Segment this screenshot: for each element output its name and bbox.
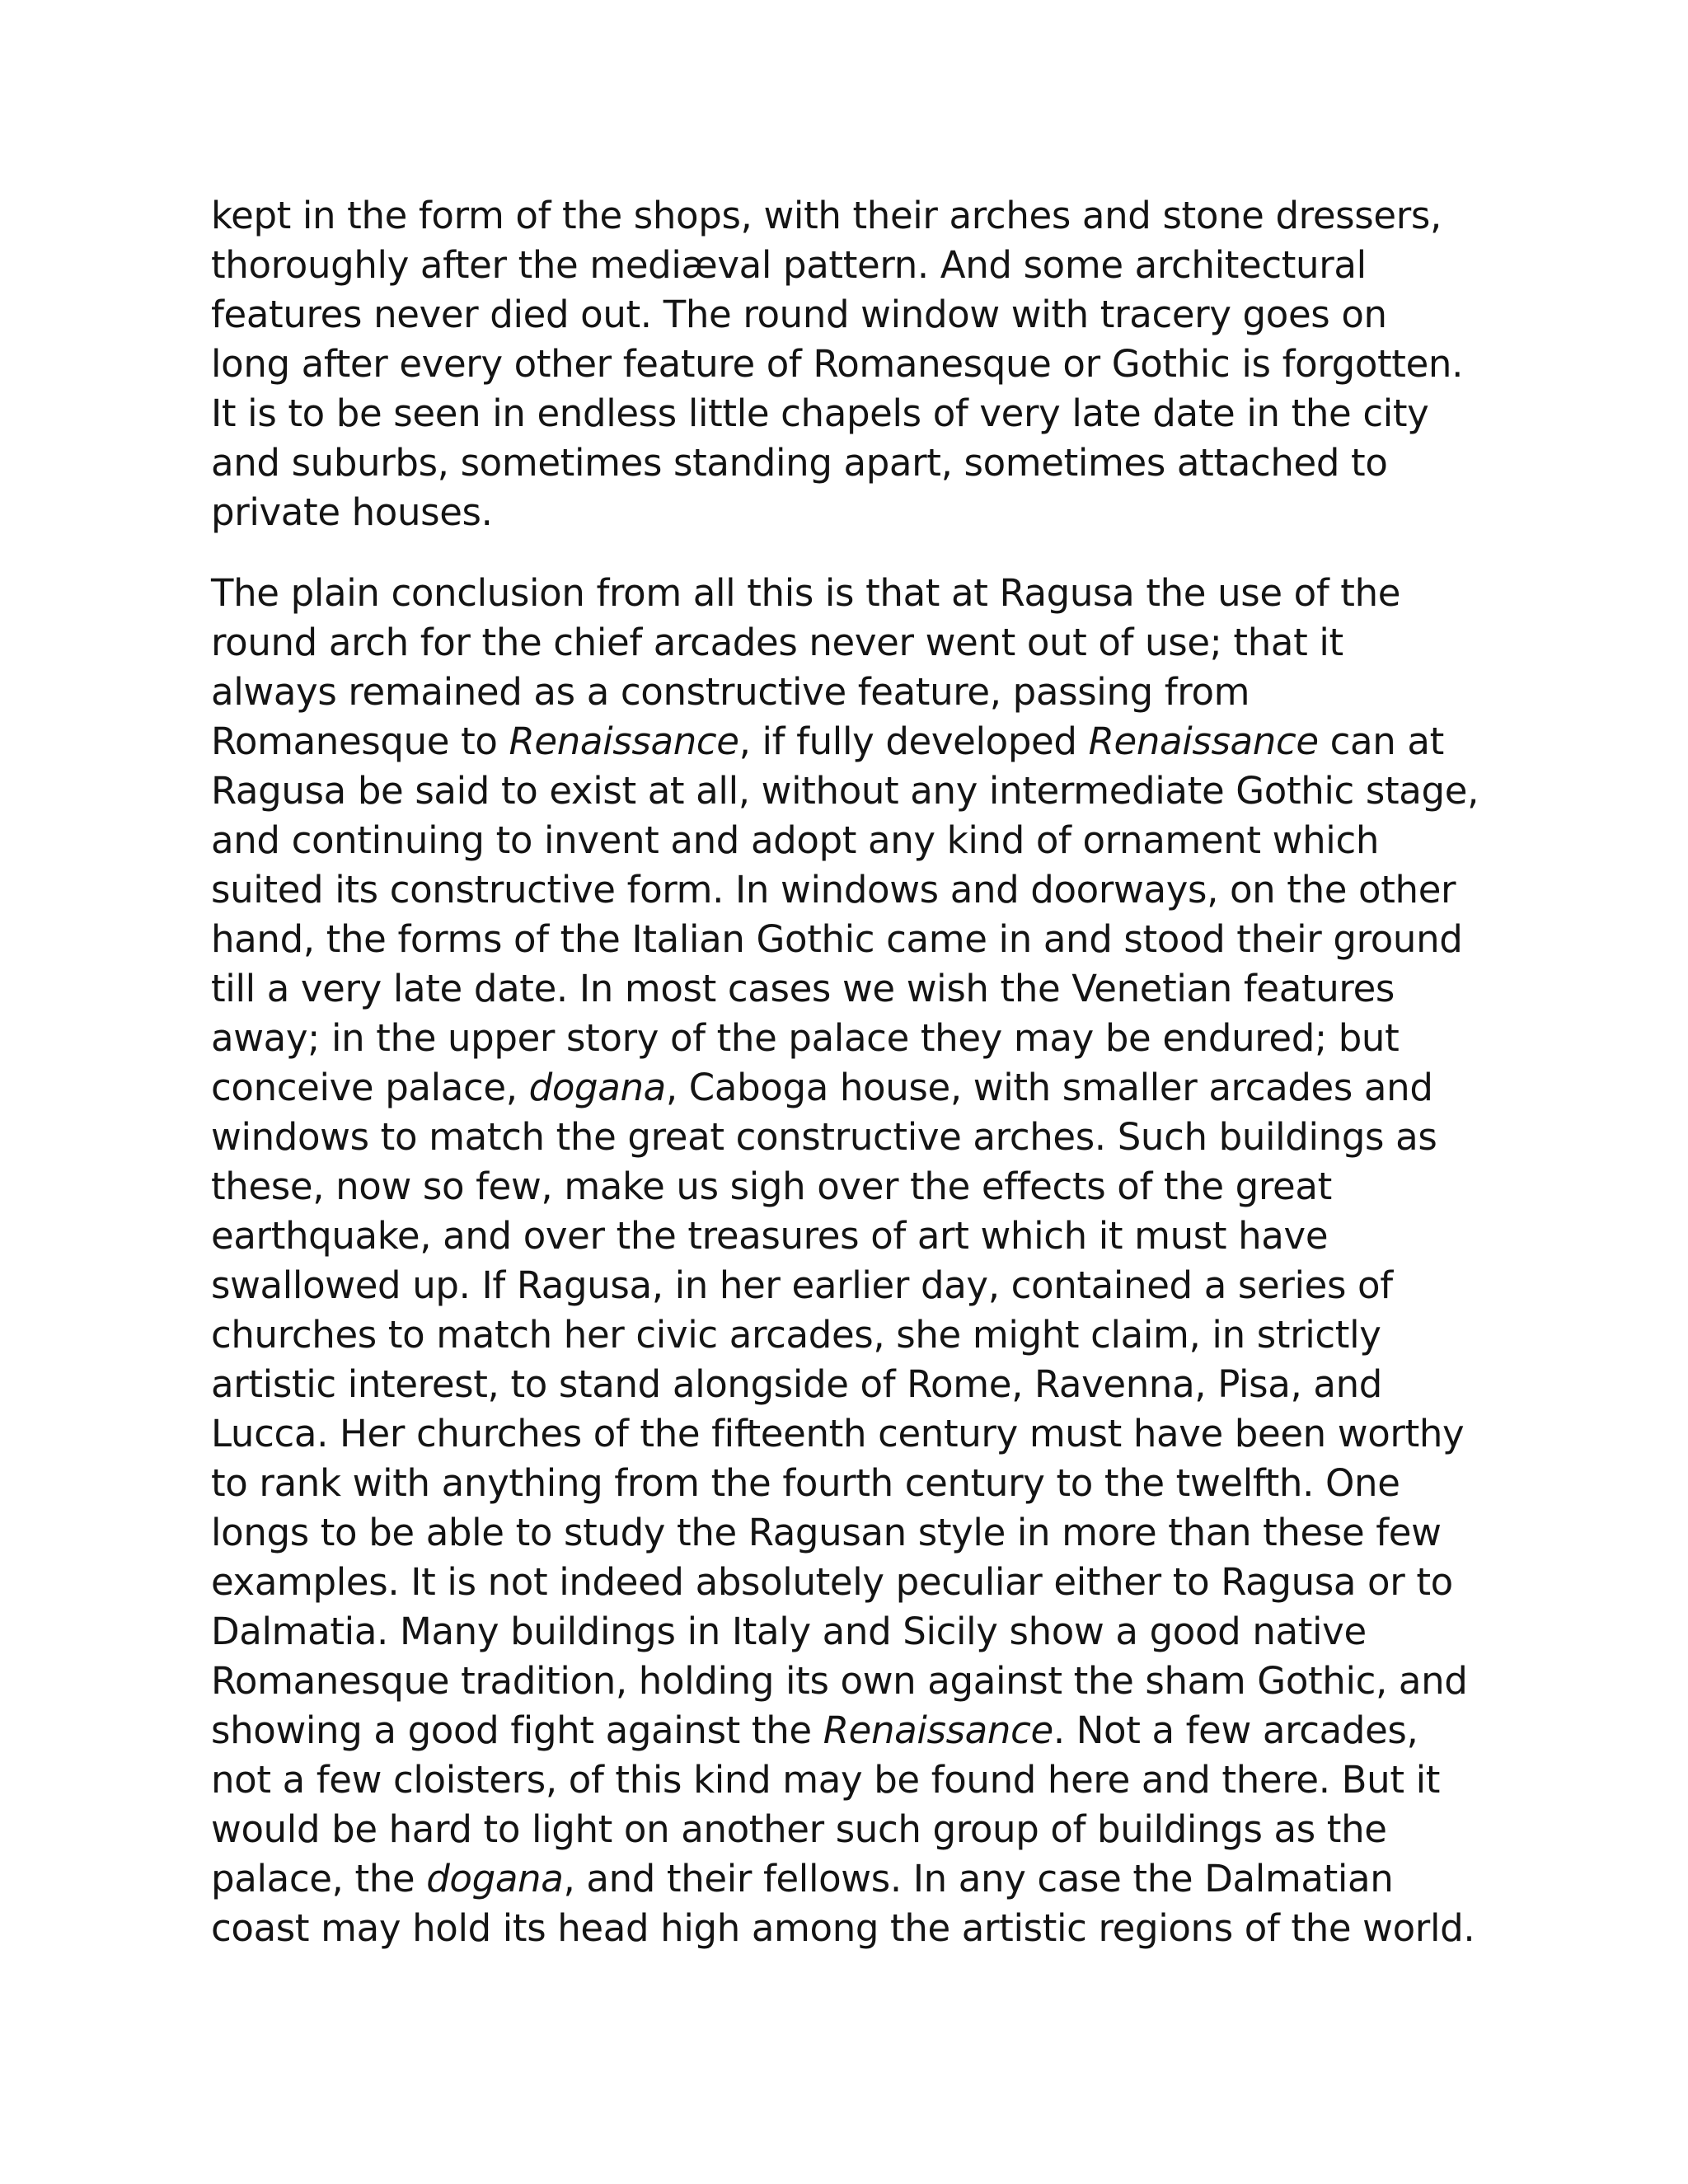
text-line [211,1261,1497,1310]
text-run: features never died out. The round window with tracery goes on [211,293,1387,336]
text-run: showing a good fight against the [211,1708,823,1752]
text-run: suited its constructive form. In windows and doorways, on the other [211,868,1456,912]
text-line [211,1360,1497,1409]
text-run: examples. It is not indeed absolutely peculiar either to Ragusa or to [211,1560,1453,1604]
text-run: long after every other feature of Romanesque or Gothic is forgotten. [211,342,1464,386]
text-run: these, now so few, make us sigh over the effects of the great [211,1165,1332,1208]
text-line [211,1212,1497,1261]
text-line [211,766,1497,816]
text-line [211,1014,1497,1063]
text-line [211,1409,1497,1459]
text-run: thoroughly after the mediæval pattern. And some architectural [211,243,1367,287]
text-line [211,618,1497,668]
text-run: and suburbs, sometimes standing apart, sometimes attached to [211,441,1388,485]
text-line [211,290,1497,340]
text-line [211,241,1497,290]
text-line [211,1805,1497,1854]
text-run: always remained as a constructive feature, passing from [211,670,1250,714]
text-line [211,340,1497,389]
text-line [211,1459,1497,1508]
text-run: Romanesque to [211,719,509,763]
text-run: Romanesque tradition, holding its own against the sham Gothic, and [211,1659,1468,1703]
text-line [211,1755,1497,1805]
text-line [211,389,1497,438]
text-line [211,717,1497,766]
text-run: Lucca. Her churches of the fifteenth century must have been worthy [211,1412,1465,1455]
text-line [211,915,1497,964]
text-run: , Caboga house, with smaller arcades and [665,1066,1433,1109]
text-line [211,1162,1497,1212]
text-run: Dalmatia. Many buildings in Italy and Sicily show a good native [211,1610,1367,1653]
text-run: kept in the form of the shops, with their arches and stone dressers, [211,194,1442,237]
text-run: would be hard to light on another such group of buildings as the [211,1807,1387,1851]
text-line [211,569,1497,618]
text-run: It is to be seen in endless little chapels of very late date in the city [211,391,1429,435]
text-run: , if fully developed [738,719,1089,763]
text-line [211,1508,1497,1558]
paragraph [211,569,1497,1953]
text-line [211,1310,1497,1360]
text-run: and continuing to invent and adopt any kind of ornament which [211,818,1380,862]
text-line [211,865,1497,915]
text-run: , and their fellows. In any case the Dalmatian [563,1857,1394,1900]
text-line [211,438,1497,488]
text-run: coast may hold its head high among the artistic regions of the world. [211,1906,1475,1950]
body-text [211,191,1497,1953]
text-run: to rank with anything from the fourth century to the twelfth. One [211,1461,1400,1505]
text-line [211,816,1497,865]
text-line [211,1706,1497,1755]
text-run: palace, the [211,1857,427,1900]
text-line [211,1854,1497,1904]
text-run: . Not a few arcades, [1053,1708,1418,1752]
text-run: Ragusa be said to exist at all, without any intermediate Gothic stage, [211,769,1479,813]
text-run: round arch for the chief arcades never went out of use; that it [211,621,1343,664]
text-run: conceive palace, [211,1066,529,1109]
text-run: windows to match the great constructive arches. Such buildings as [211,1115,1437,1159]
text-run: away; in the upper story of the palace they may be endured; but [211,1016,1400,1060]
text-line [211,1558,1497,1607]
text-run: longs to be able to study the Ragusan style in more than these few [211,1511,1442,1554]
text-line [211,668,1497,717]
text-line [211,1063,1497,1113]
text-run: till a very late date. In most cases we wish the Venetian features [211,967,1395,1010]
italic-text: dogana [528,1066,666,1109]
text-line [211,1607,1497,1657]
italic-text: Renaissance [509,719,739,763]
italic-text: Renaissance [1088,719,1319,763]
italic-text: dogana [426,1857,564,1900]
text-line [211,964,1497,1014]
text-run: The plain conclusion from all this is that at Ragusa the use of the [211,571,1401,615]
text-line [211,1113,1497,1162]
paragraph [211,191,1497,537]
text-run: churches to match her civic arcades, she might claim, in strictly [211,1313,1381,1357]
text-line [211,1657,1497,1706]
text-line [211,191,1497,241]
text-line [211,1904,1497,1953]
text-run: private houses. [211,490,493,534]
text-run: not a few cloisters, of this kind may be found here and there. But it [211,1758,1441,1802]
text-line [211,488,1497,537]
text-run: artistic interest, to stand alongside of Rome, Ravenna, Pisa, and [211,1362,1383,1406]
text-run: earthquake, and over the treasures of art which it must have [211,1214,1329,1258]
text-run: swallowed up. If Ragusa, in her earlier day, contained a series of [211,1263,1393,1307]
text-run: hand, the forms of the Italian Gothic came in and stood their ground [211,917,1463,961]
italic-text: Renaissance [823,1708,1053,1752]
text-run: can at [1318,719,1444,763]
